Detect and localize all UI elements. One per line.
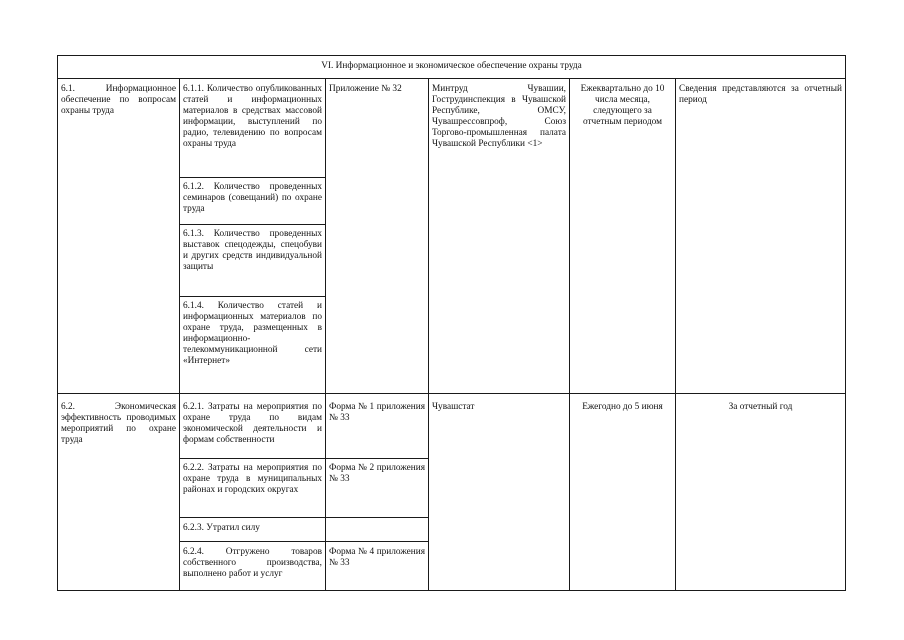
table-border-bottom xyxy=(57,590,846,591)
column-divider xyxy=(569,78,570,591)
indicator-6-1-3: 6.1.3. Количество проведенных выставок спецодежды, спецобуви и других средств индивидуальной защиты xyxy=(183,229,322,272)
subrow-divider xyxy=(179,541,429,542)
indicator-6-2-4: 6.2.4. Отгружено товаров собственного производства, выполнено работ и услуг xyxy=(183,547,322,579)
form-6-2-2: Форма № 2 приложения № 33 xyxy=(329,463,425,484)
indicator-6-2-2: 6.2.2. Затраты на мероприятия по охране труда в муниципальных районах и городских округах xyxy=(183,463,322,495)
indicator-6-2-3: 6.2.3. Утратил силу xyxy=(183,523,260,533)
indicator-6-1-2: 6.1.2. Количество проведенных семинаров (совещаний) по охране труда xyxy=(183,182,322,214)
row-divider xyxy=(57,393,846,394)
header-bottom-line xyxy=(57,78,846,79)
deadline-row1: Ежеквартально до 10 числа месяца, следующего за отчетным периодом xyxy=(580,84,665,127)
period-row1: Сведения представляются за отчетный период xyxy=(679,84,842,105)
column-divider xyxy=(325,78,326,591)
table-border-top xyxy=(57,55,846,56)
indicator-6-1-4: 6.1.4. Количество статей и информационных материалов по охране труда, размещенных в информационно-телекоммуникационной сети «Интернет» xyxy=(183,301,322,366)
subrow-divider xyxy=(179,224,326,225)
form-row1: Приложение № 32 xyxy=(329,84,402,94)
section-title: VI. Информационное и экономическое обеспечение охраны труда xyxy=(321,61,582,71)
item-6-2: 6.2. Экономическая эффективность проводимых мероприятий по охране труда xyxy=(61,402,176,445)
subrow-divider xyxy=(179,296,326,297)
indicator-6-1-1: 6.1.1. Количество опубликованных статей и информационных материалов в средствах массовой информации, выступлений по радио, телевидению по вопросам охраны труда xyxy=(183,84,322,149)
table-border-right xyxy=(845,55,846,591)
source-row1: Минтруд Чувашии, Гострудинспекция в Чувашской Республике, ОМСУ, Чувашрессовпроф, Союз Торгово-промышленная палата Чувашской Республики <1> xyxy=(432,84,566,149)
item-6-1: 6.1. Информационное обеспечение по вопросам охраны труда xyxy=(61,84,176,116)
form-6-2-1: Форма № 1 приложения № 33 xyxy=(329,402,425,423)
subrow-divider xyxy=(179,177,326,178)
indicator-6-2-1: 6.2.1. Затраты на мероприятия по охране труда по видам экономической деятельности и формам собственности xyxy=(183,402,322,445)
period-row2: За отчетный год xyxy=(728,402,793,412)
form-6-2-3 xyxy=(326,521,428,541)
source-row2: Чувашстат xyxy=(432,402,475,412)
form-6-2-4: Форма № 4 приложения № 33 xyxy=(329,547,425,568)
subrow-divider xyxy=(179,517,429,518)
deadline-row2: Ежегодно до 5 июня xyxy=(582,402,663,412)
subrow-divider xyxy=(179,458,429,459)
column-divider xyxy=(675,78,676,591)
